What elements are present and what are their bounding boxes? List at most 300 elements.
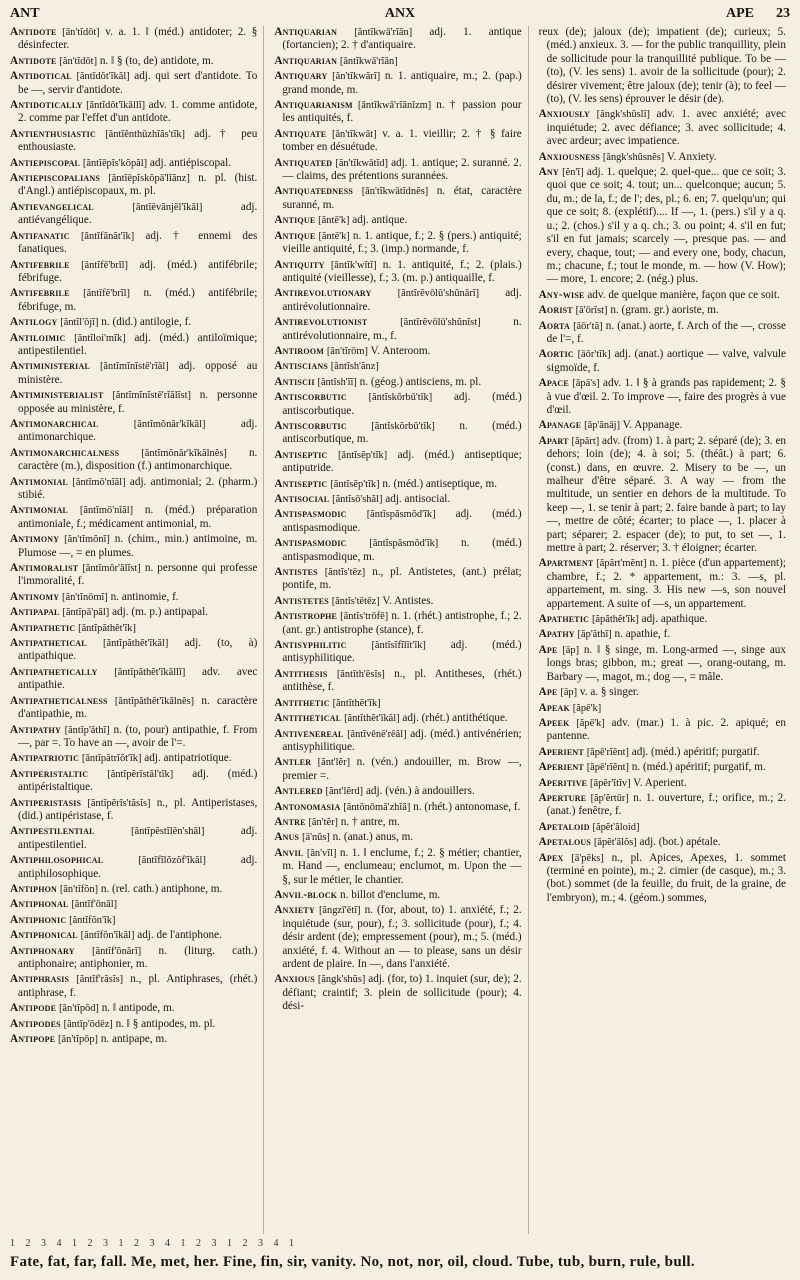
dictionary-entry bbox=[10, 914, 257, 927]
definition: V. Antistes. bbox=[382, 594, 434, 607]
pronunciation: [ăpā's] bbox=[572, 378, 600, 390]
pronunciation: [ăntĭēvănjĕl'ĭkăl] bbox=[132, 201, 203, 213]
dictionary-entry bbox=[274, 70, 521, 97]
dictionary-entry bbox=[539, 435, 786, 556]
headword: Antiministerial bbox=[10, 360, 90, 373]
headword: Ape bbox=[538, 643, 558, 656]
dictionary-entry bbox=[539, 613, 786, 626]
dictionary-entry bbox=[10, 55, 257, 68]
definition: n. (to, pour) antipathie, f. From —, par =. To have an —, avoir de l'=. bbox=[18, 723, 258, 749]
headword: Aperitive bbox=[538, 776, 588, 789]
pronunciation: [ăntĭs'trōfē] bbox=[340, 611, 389, 623]
definition: adj. (méd.) antiscorbutique. bbox=[282, 391, 522, 417]
dictionary-entry bbox=[274, 595, 521, 608]
headword: Apanage bbox=[538, 419, 582, 432]
headword: Apeek bbox=[538, 716, 570, 729]
definition: n. ‖ § antipodes, m. pl. bbox=[115, 1017, 216, 1030]
dictionary-entry bbox=[539, 821, 786, 834]
dictionary-entry bbox=[539, 419, 786, 432]
headword: Antipathetic bbox=[10, 621, 76, 634]
definition: adj. (to, à) antipathique. bbox=[18, 637, 258, 663]
dictionary-entry bbox=[10, 316, 257, 329]
headword: Antiscorbutic bbox=[274, 419, 347, 432]
pronunciation: [ăn'tĭkwărĭ] bbox=[332, 71, 381, 83]
definition: adv. de quelque manière, façon que ce soit. bbox=[587, 288, 780, 301]
definition: adj. (méd.) antispasmodique. bbox=[282, 508, 522, 534]
pronunciation: [ā'pĕks] bbox=[571, 852, 604, 864]
dictionary-entry bbox=[274, 610, 521, 637]
dictionary-entry bbox=[274, 287, 521, 314]
dictionary-entry bbox=[539, 320, 786, 347]
definition: adj. antique. bbox=[352, 214, 408, 227]
dictionary-entry bbox=[274, 816, 521, 829]
dictionary-entry bbox=[274, 26, 521, 53]
definition: n. 1. ‖ enclume, f.; 2. § métier; chantier, m. Hand —, enclumeau; enclumot, m. Upon the — §, sur le métier, le chantier. bbox=[282, 846, 522, 886]
headword: Antiquarian bbox=[274, 26, 338, 38]
headword: Antithetic bbox=[274, 696, 330, 709]
pronunciation: [ăntĭsh'ănz] bbox=[330, 361, 379, 373]
dictionary-entry bbox=[539, 377, 786, 417]
pronunciation: [ăpĕr'ĭtĭv] bbox=[590, 777, 631, 789]
dictionary-entry bbox=[274, 847, 521, 887]
pronunciation: [ăntĭfŏn'ĭkăl] bbox=[80, 930, 135, 942]
headword: Antiepiscopalians bbox=[10, 172, 101, 185]
headword: Antiperistaltic bbox=[10, 767, 89, 780]
headword: Antiquated bbox=[274, 156, 333, 169]
pronunciation: [ăntĭk'wĭtĭ] bbox=[330, 259, 377, 271]
definition: V. Aperient. bbox=[633, 776, 687, 789]
headword: Antirevolutionary bbox=[274, 287, 372, 300]
definition: n. (méd.) préparation antimoniale, f.; médicament antimonial, m. bbox=[18, 504, 258, 530]
dictionary-columns bbox=[10, 26, 792, 1234]
pronunciation: [ăpărt] bbox=[571, 435, 600, 447]
pronunciation: [ăntĭpăthĕt'ĭkălnĕs] bbox=[114, 695, 195, 707]
headword: Antidotical bbox=[10, 70, 72, 83]
dictionary-entry bbox=[274, 712, 521, 725]
headword: Antique bbox=[274, 229, 316, 242]
pronunciation: [ănt'lĕr] bbox=[317, 757, 351, 769]
pronunciation: [ăpĕt'ălŏs] bbox=[593, 837, 637, 849]
dictionary-entry bbox=[539, 628, 786, 641]
dictionary-entry bbox=[274, 889, 521, 902]
definition: adv. avec antipathie. bbox=[18, 665, 258, 692]
definition: n. (méd.) antiscorbutique, m. bbox=[282, 419, 522, 446]
pronunciation: [ăntĭsĕp'tĭk] bbox=[330, 478, 380, 490]
definition: adj. † peu enthousiaste. bbox=[18, 127, 258, 154]
headword: Aperient bbox=[538, 761, 584, 774]
headword: Antipope bbox=[10, 1033, 56, 1046]
dictionary-entry bbox=[10, 1033, 257, 1046]
dictionary-entry bbox=[539, 166, 786, 287]
definition: adj. opposé au ministère. bbox=[18, 360, 258, 386]
dictionary-entry bbox=[10, 945, 257, 972]
pronunciation: [ăntĭpātrĭŏt'ĭk] bbox=[81, 753, 142, 765]
dictionary-entry bbox=[274, 316, 521, 343]
pronunciation: [ăn'tĭkwātĭd] bbox=[335, 157, 389, 169]
definition: V. Appanage. bbox=[622, 419, 683, 432]
dictionary-entry bbox=[10, 476, 257, 503]
headword: Antifebrile bbox=[10, 258, 70, 271]
pronunciation: [ăp'ănāj] bbox=[584, 420, 621, 432]
pronunciation: [ăntĭpĕrĭstăl'tĭk] bbox=[107, 768, 174, 780]
pronunciation: [āōr'tĭk] bbox=[577, 349, 611, 361]
dictionary-entry bbox=[10, 883, 257, 896]
definition: n. 1. (rhét.) antistrophe, f.; 2. (ant. gr.) antistrophe (stance), f. bbox=[282, 610, 522, 636]
definition: adj. qui sert d'antidote. To be —, servir d'antidote. bbox=[18, 70, 258, 96]
definition: adj. de l'antiphone. bbox=[137, 929, 222, 942]
definition: adj. antiévangélique. bbox=[18, 200, 258, 227]
dictionary-entry bbox=[274, 376, 521, 389]
definition: adj. (méd.) antiloïmique; antipestilentiel. bbox=[18, 331, 258, 357]
definition: n. état, caractère suranné, m. bbox=[282, 185, 522, 211]
pronunciation: [ăpē'k] bbox=[572, 702, 602, 714]
pronunciation: [ăntĭf'ōnăl] bbox=[71, 899, 118, 911]
headword: Antiquate bbox=[274, 127, 327, 140]
definition: n. (liturg. cath.) antiphonaire; antiphonier, m. bbox=[18, 944, 258, 970]
pronunciation: [ăntĭmŏnăr'kĭkălnĕs] bbox=[141, 447, 227, 459]
headword: Anxiously bbox=[538, 108, 591, 121]
dictionary-entry bbox=[10, 1018, 257, 1031]
definition: n. (géog.) antisciens, m. pl. bbox=[359, 375, 482, 388]
definition: adj. (méd.) antisyphilitique. bbox=[282, 639, 522, 665]
headword: Antirevolutionist bbox=[274, 316, 368, 329]
dictionary-entry bbox=[274, 785, 521, 798]
dictionary-entry bbox=[274, 99, 521, 126]
column-middle bbox=[274, 26, 528, 1234]
pronunciation: [āp] bbox=[562, 644, 580, 656]
pronunciation: [ăntĭpăthĕt'ĭk] bbox=[78, 622, 136, 634]
definition: n. 1. antiquité, f.; 2. (plais.) antiquité (vieillesse), f.; 3. (m. p.) antiquaille, f. bbox=[282, 258, 522, 284]
headword: Anxious bbox=[274, 973, 315, 986]
headword: Ape bbox=[538, 686, 558, 699]
dictionary-entry bbox=[10, 622, 257, 635]
definition: n. apathie, f. bbox=[614, 628, 671, 641]
headword: Antimony bbox=[10, 533, 60, 546]
pronunciation: [ăntĭpĕrĭs'tăsĭs] bbox=[87, 797, 151, 809]
headword: Antipestilential bbox=[10, 825, 95, 838]
headword: Anvil-block bbox=[274, 888, 338, 901]
headword: Antimonarchicalness bbox=[10, 446, 120, 459]
dictionary-entry bbox=[10, 360, 257, 387]
headword: Antifebrile bbox=[10, 287, 70, 300]
pronunciation: [ăntĭfē'brĭl] bbox=[81, 259, 128, 271]
headword: Anus bbox=[274, 831, 300, 844]
pronunciation: [ăntĭkwā'rĭăn] bbox=[354, 27, 413, 38]
pronunciation: [ăntĭp'ōdēz] bbox=[63, 1018, 113, 1030]
headword: Antimonarchical bbox=[10, 417, 99, 430]
headword: Anvil bbox=[274, 846, 304, 859]
pronunciation: [ăntĭskŏrbū'tĭk] bbox=[371, 420, 435, 432]
column-right bbox=[539, 26, 792, 1234]
headword: Antlered bbox=[274, 785, 323, 798]
dictionary-entry bbox=[274, 55, 521, 68]
dictionary-entry bbox=[10, 854, 257, 881]
definition: n. (vén.) andouiller, m. Brow —, premier =. bbox=[282, 756, 522, 782]
headword: Aortic bbox=[538, 348, 574, 361]
headword: Anxiousness bbox=[538, 150, 601, 163]
definition: adj. antirévolutionnaire. bbox=[282, 287, 522, 313]
definition: n. (méd.) apéritif; purgatif, m. bbox=[631, 761, 766, 774]
headword: Aperture bbox=[538, 791, 587, 804]
dictionary-entry bbox=[10, 562, 257, 589]
pronunciation: [ĕn'ĭ] bbox=[562, 167, 584, 179]
dictionary-entry bbox=[539, 761, 786, 774]
pronunciation: [ăntĭl'ōjĭ] bbox=[60, 317, 99, 329]
headword: Antipapal bbox=[10, 606, 60, 619]
definition: n. (rel. cath.) antiphone, m. bbox=[100, 882, 223, 895]
headword: Antiepiscopal bbox=[10, 156, 81, 169]
headword: Apathetic bbox=[538, 613, 590, 626]
definition: n. (for, about, to) 1. anxiété, f.; 2. inquiétude (sur, pour), f.; 3. sollicitude (pour), f.; 4. désir ardent (de); empressement (pour), m.; 5. (méd.) anxiété, f. 4. Without an — to please, sans un désir ardent de plaire. In —, dans l'anxiété. bbox=[282, 904, 522, 970]
headword: Antiscorbutic bbox=[274, 391, 347, 404]
dictionary-entry bbox=[10, 797, 257, 824]
headword: Antistetes bbox=[274, 594, 329, 607]
headword: Antiquity bbox=[274, 258, 325, 271]
running-head-right: APE bbox=[726, 6, 754, 21]
running-head-center: ANX bbox=[384, 6, 416, 21]
pronunciation: [ăntĭvēnē'rēăl] bbox=[347, 728, 407, 740]
definition: n. antirévolutionnaire, m., f. bbox=[282, 316, 522, 342]
headword: Apeak bbox=[538, 701, 570, 714]
headword: Antiloimic bbox=[10, 331, 66, 344]
dictionary-entry bbox=[539, 289, 786, 302]
pronunciation: [ăntĭfŏn'ĭk] bbox=[69, 914, 116, 926]
pronunciation: [ănt'lĕrd] bbox=[325, 786, 364, 798]
dictionary-entry bbox=[10, 752, 257, 765]
definition: n., pl. Antistetes, (ant.) prélat; pontife, m. bbox=[282, 566, 522, 592]
definition: n. caractère (m.), disposition (f.) antimonarchique. bbox=[18, 446, 258, 473]
headword: Antidotically bbox=[10, 99, 83, 112]
definition: v. a. § singer. bbox=[579, 686, 639, 699]
dictionary-entry bbox=[539, 151, 786, 164]
pronunciation: [ăntĭdŏt'ĭkăl] bbox=[76, 71, 130, 83]
headword: Antiquatedness bbox=[274, 185, 354, 198]
definition: adj. apathique. bbox=[641, 613, 708, 626]
headword: Antimonial bbox=[10, 504, 69, 517]
pronunciation: [āp] bbox=[560, 687, 578, 699]
definition: n. (did.) antilogie, f. bbox=[101, 316, 192, 329]
dictionary-entry bbox=[10, 1002, 257, 1015]
pronunciation: [ăntĭmō'nĭăl] bbox=[72, 476, 126, 488]
headword: Apathy bbox=[538, 628, 575, 641]
headword: Antiquarian bbox=[274, 54, 338, 67]
dictionary-entry bbox=[274, 508, 521, 535]
dictionary-entry bbox=[10, 287, 257, 314]
dictionary-entry bbox=[274, 756, 521, 783]
definition: n., pl. Apices, Apexes, 1. sommet (terminé en pointe), m.; 2. cimier (de casque), m.; 3. (bot.) sommet (de la feuille, du fruit, de la graine, de l'embryon), m.; 4. (géom.) sommes, bbox=[546, 851, 787, 904]
dictionary-entry bbox=[539, 852, 786, 906]
pronunciation: [ăntĭskŏrbū'tĭk] bbox=[368, 392, 433, 404]
headword: Antonomasia bbox=[274, 800, 341, 813]
definition: n. ‖ § singe, m. Long-armed —, singe aux longs bras; gibbon, m.; great —, orang-outang, m. Barbary —, magot, m.; dog —, = mâle. bbox=[546, 643, 786, 683]
headword: Anxiety bbox=[274, 904, 315, 917]
definition: n. (anat.) anus, m. bbox=[332, 831, 414, 844]
definition: adj. (bot.) apétale. bbox=[639, 836, 721, 849]
definition: V. Anxiety. bbox=[666, 150, 717, 163]
definition: n. antinomie, f. bbox=[110, 590, 179, 603]
definition: n., pl. Antiperistases, (did.) antipéristase, f. bbox=[18, 796, 258, 822]
headword: Antler bbox=[274, 756, 312, 769]
page-number: 23 bbox=[776, 6, 790, 21]
definition: v. a. 1. vieillir; 2. † § faire tomber en désuétude. bbox=[282, 127, 522, 154]
pronunciation: [ā'ōrĭst] bbox=[575, 305, 608, 317]
pronunciation: [ăntĭp'ăthĭ] bbox=[64, 724, 110, 736]
dictionary-entry bbox=[274, 566, 521, 593]
definition: n. (méd.) antiseptique, m. bbox=[382, 477, 497, 490]
dictionary-entry bbox=[10, 533, 257, 560]
dictionary-entry bbox=[10, 259, 257, 286]
pronunciation: [ăn'tĭrōm] bbox=[326, 345, 368, 357]
pronunciation: [ăn'tĕr] bbox=[308, 816, 338, 828]
headword: Antiphonical bbox=[10, 929, 78, 942]
headword: Antiphonal bbox=[10, 898, 69, 911]
headword: Antre bbox=[274, 815, 306, 828]
pronunciation: [ăntĭēpĭs'kŏpăl] bbox=[82, 157, 148, 169]
definition: n. billot d'enclume, m. bbox=[340, 888, 441, 901]
headword: Antispasmodic bbox=[274, 508, 347, 521]
dictionary-entry bbox=[10, 99, 257, 126]
pronunciation: [ăntĭpăthĕt'ĭkăl] bbox=[103, 638, 169, 650]
definition: n. 1. pièce (d'un appartement); chambre, f.; 2. * appartement, m.: 3. —s, pl. appartement, m. sing. 3. His new —s, son nouvel appartement. A suite of —s, un appartement. bbox=[546, 557, 786, 610]
headword: Any bbox=[538, 166, 559, 179]
definition: v. a. 1. ‖ (méd.) antidoter; 2. § désinfecter. bbox=[18, 26, 258, 52]
pronunciation: [ăpărt'mĕnt] bbox=[596, 558, 647, 570]
pronunciation: [ăntĭfĭlŏzŏf'ĭkăl] bbox=[138, 855, 206, 867]
headword: Antipathetical bbox=[10, 637, 87, 650]
pronunciation: [ăntĭf'răsĭs] bbox=[76, 974, 124, 986]
headword: Antidote bbox=[10, 26, 57, 38]
pronunciation: [ăn'tĭkwāt] bbox=[331, 128, 377, 140]
dictionary-entry bbox=[10, 157, 257, 170]
dictionary-entry bbox=[274, 973, 521, 1013]
definition: n. (chim., min.) antimoine, m. Plumose —, = en plumes. bbox=[18, 533, 258, 559]
definition: n. † antre, m. bbox=[340, 815, 400, 828]
pronunciation: [ăntĭrĕvōlū'shŭnĭst] bbox=[400, 317, 481, 329]
pronunciation-key-numbers: 1 2 3 4 1 2 3 1 2 3 4 1 2 3 1 2 3 4 1 bbox=[10, 1238, 298, 1249]
pronunciation: [ăn'vĭl] bbox=[306, 847, 337, 859]
dictionary-entry bbox=[274, 214, 521, 227]
dictionary-entry bbox=[539, 644, 786, 684]
headword: Antiphonary bbox=[10, 944, 75, 957]
pronunciation: [ăn'tĭkwātĭdnĕs] bbox=[361, 186, 429, 198]
definition: adj. 1. antique (fortancien); 2. † d'antiquaire. bbox=[282, 26, 522, 52]
headword: Apart bbox=[538, 434, 569, 447]
definition: n. † passion pour les antiquités, f. bbox=[282, 99, 522, 125]
dictionary-entry bbox=[274, 128, 521, 155]
headword: Apace bbox=[538, 377, 569, 390]
definition: adv. 1. comme antidote, 2. comme par l'effet d'un antidote. bbox=[18, 99, 258, 125]
pronunciation: [ăntĭmĭnĭstē'rĭăl] bbox=[99, 361, 169, 373]
headword: Antievangelical bbox=[10, 200, 94, 213]
pronunciation: [ăntĭkwā'rĭănĭzm] bbox=[357, 100, 432, 112]
definition: adj. antipestilentiel. bbox=[18, 825, 258, 851]
pronunciation: [ăntĭpā'păl] bbox=[62, 607, 110, 619]
definition: adj. antimonarchique. bbox=[18, 417, 258, 444]
definition: adj. (vén.) à andouillers. bbox=[365, 785, 475, 798]
headword: Antiquary bbox=[274, 70, 328, 83]
headword: Antiroom bbox=[274, 344, 325, 357]
dictionary-entry bbox=[274, 259, 521, 286]
dictionary-entry bbox=[10, 973, 257, 1000]
headword: Antiphon bbox=[10, 882, 58, 895]
dictionary-entry bbox=[10, 70, 257, 97]
headword: Antiphrasis bbox=[10, 973, 70, 986]
definition: n., pl. Antiphrases, (rhét.) antiphrase, f. bbox=[18, 973, 258, 999]
headword: Antiseptic bbox=[274, 448, 328, 461]
pronunciation: [ăntĭmŏnăr'kĭkăl] bbox=[133, 418, 206, 430]
definition: n. caractère d'antipathie, m. bbox=[18, 694, 258, 721]
pronunciation: [ăntĭĕnthūzhĭăs'tĭk] bbox=[105, 128, 185, 140]
pronunciation: [ăn'tĭdōt] bbox=[62, 27, 100, 38]
pronunciation: [ăntĭsh'ĭĭ] bbox=[317, 376, 357, 388]
dictionary-entry bbox=[10, 724, 257, 751]
pronunciation: [ăngzī'ētĭ] bbox=[318, 905, 361, 917]
definition: adj. (rhét.) antithétique. bbox=[402, 712, 508, 725]
pronunciation: [ăn'tĭdōt] bbox=[59, 55, 98, 67]
dictionary-entry bbox=[274, 345, 521, 358]
definition: adj. (anat.) aortique — valve, valvule sigmoïde, f. bbox=[546, 348, 786, 374]
pronunciation: [ā'nŭs] bbox=[302, 832, 330, 844]
headword: Antinomy bbox=[10, 590, 60, 603]
pronunciation: [ăntĭth'ēsĭs] bbox=[336, 668, 385, 680]
definition: n. ‖ antipode, m. bbox=[101, 1002, 175, 1015]
definition: adj. 1. antique; 2. suranné. 2. — claims, des prétentions surannées. bbox=[282, 156, 522, 183]
definition: n. (anat.) aorte, f. Arch of the —, crosse de l'=, f. bbox=[546, 319, 787, 345]
pronunciation: [ăntĭmĭnĭstē'rĭălĭst] bbox=[112, 390, 191, 402]
dictionary-entry bbox=[10, 418, 257, 445]
dictionary-entry bbox=[10, 389, 257, 416]
pronunciation: [ăntĭspăsmŏd'ĭk] bbox=[369, 538, 439, 550]
headword: Antiquarianism bbox=[274, 99, 353, 112]
pronunciation: [ăpăthĕt'ĭk] bbox=[591, 614, 639, 626]
headword: Aperient bbox=[538, 745, 584, 758]
headword: Antipathy bbox=[10, 723, 61, 736]
pronunciation: [ăntē'k] bbox=[318, 215, 350, 227]
pronunciation: [ăntĭf'ŏnărĭ] bbox=[92, 945, 142, 957]
dictionary-entry bbox=[539, 557, 786, 611]
definition: adj. (m. p.) antipapal. bbox=[112, 606, 209, 619]
definition: reux (de); jaloux (de); impatient (de); curieux; 5. (méd.) anxieux. 3. — for the public tranquillity, plein de sollicitude pour la tranquillité publique. To be — (to), (V. les sens) 1. avoir de la sollicitude (pour); 2. désirer vivement; être jaloux (de); tenir (à); to feel — (to), (V. les sens) éprouver le désir (de). bbox=[538, 26, 786, 106]
headword: Antimonial bbox=[10, 475, 69, 488]
definition: n. personne opposée au ministère, f. bbox=[18, 389, 258, 415]
pronunciation: [ăntĭrĕvōlū'shŭnărĭ] bbox=[397, 288, 480, 300]
pronunciation: [ăpĕt'ăloid] bbox=[592, 821, 640, 833]
dictionary-entry bbox=[539, 26, 786, 106]
dictionary-entry bbox=[539, 746, 786, 759]
pronunciation-key: Fate, fat, far, fall. Me, met, her. Fine, fin, sir, vanity. No, not, nor, oil, cloud. Tube, tub, burn, rule, bull. bbox=[10, 1254, 695, 1270]
definition: adj. (méd.) antiseptique; antiputride. bbox=[282, 448, 522, 475]
dictionary-entry bbox=[539, 304, 786, 317]
definition: n. (méd.) antispasmodique, m. bbox=[282, 537, 522, 563]
definition: n. antipape, m. bbox=[100, 1033, 167, 1046]
dictionary-entry bbox=[539, 777, 786, 790]
pronunciation: [ăpē'rĭĕnt] bbox=[586, 746, 629, 758]
definition: adj. antipatriotique. bbox=[144, 752, 232, 765]
pronunciation: [ăntĭfănăt'ĭk] bbox=[80, 230, 135, 242]
definition: n. 1. antiquaire, m.; 2. (pap.) grand monde, m. bbox=[282, 70, 522, 96]
dictionary-entry bbox=[274, 537, 521, 564]
definition: adj. (for, to) 1. inquiet (sur, de); 2. défiant; craintif; 3. plein de sollicitude (pour); 4. dési- bbox=[282, 973, 522, 1013]
headword: Any-wise bbox=[538, 288, 585, 301]
pronunciation: [ăngk'shŭslĭ] bbox=[596, 109, 650, 121]
dictionary-entry bbox=[274, 157, 521, 184]
pronunciation: [ăntĭspăsmŏd'ĭk] bbox=[366, 509, 436, 521]
definition: adj. antisocial. bbox=[385, 493, 451, 505]
headword: Apartment bbox=[538, 557, 594, 570]
pronunciation: [ăntĭsĕp'tĭk] bbox=[338, 449, 388, 461]
headword: Antique bbox=[274, 214, 316, 227]
headword: Aorta bbox=[538, 319, 570, 332]
